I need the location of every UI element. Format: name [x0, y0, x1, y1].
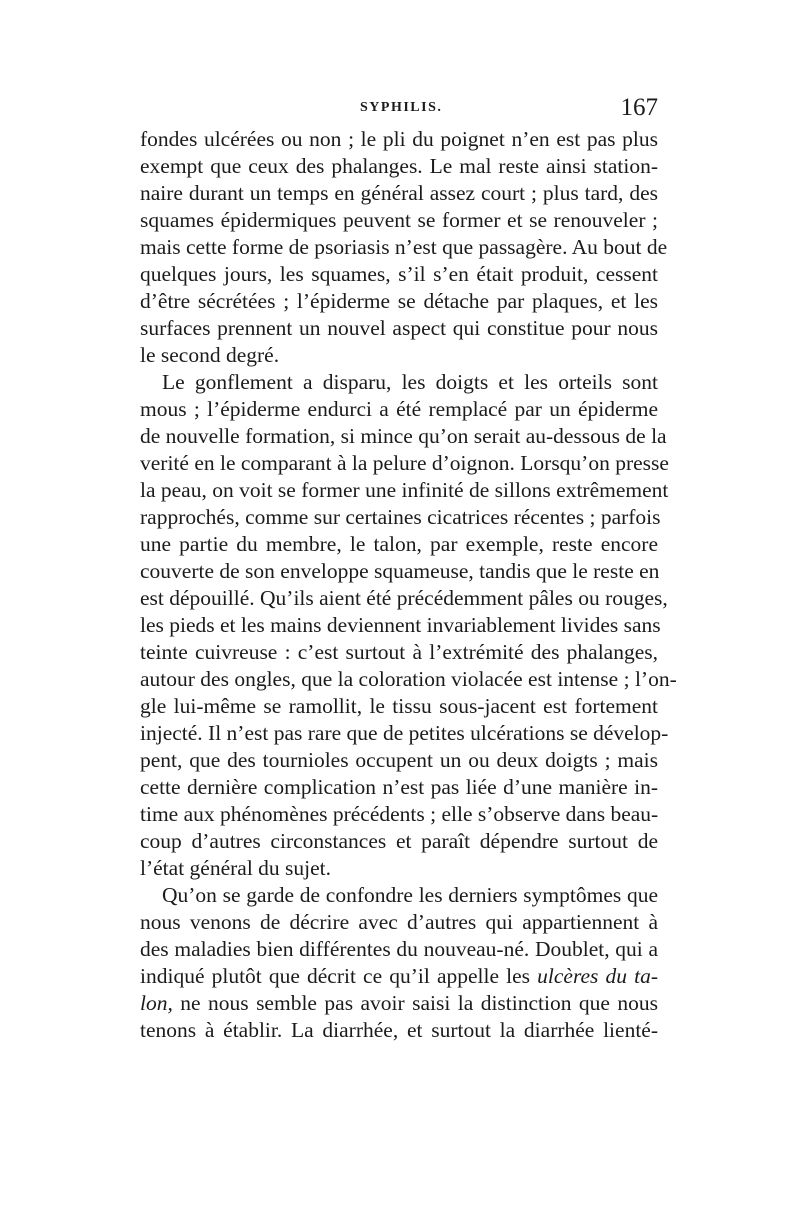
text-line: autour des ongles, que la coloration violacée est intense ; l’on- — [140, 667, 677, 691]
page-number: 167 — [620, 94, 658, 121]
text-line: mous ; l’épiderme endurci a été remplacé par un épiderme — [140, 397, 658, 421]
text-line: rapprochés, comme sur certaines cicatrices récentes ; parfois — [140, 505, 661, 529]
text-fragment: indiqué plutôt que décrit ce qu’il appelle les — [140, 964, 531, 988]
text-line: nous venons de décrire avec d’autres qui appartiennent à — [140, 910, 658, 934]
text-line: verité en le comparant à la pelure d’oignon. Lorsqu’on presse — [140, 451, 669, 475]
text-line: cette dernière complication n’est pas liée d’une manière in- — [140, 775, 658, 799]
text-fragment: ne nous semble pas avoir saisi la distinction que nous — [180, 991, 658, 1015]
text-line: est dépouillé. Qu’ils aient été précédemment pâles ou rouges, — [140, 586, 668, 610]
text-line: gle lui-même se ramollit, le tissu sous-jacent est fortement — [140, 694, 658, 718]
text-line: injecté. Il n’est pas rare que de petites ulcérations se dévelop- — [140, 721, 669, 745]
text-line: teinte cuivreuse : c’est surtout à l’extrémité des phalanges, — [140, 640, 658, 664]
text-line-with-emphasis — [140, 963, 658, 990]
text-line: tenons à établir. La diarrhée, et surtout la diarrhée lienté- — [140, 1018, 658, 1042]
text-line: le second degré. — [140, 343, 280, 367]
text-line: naire durant un temps en général assez court ; plus tard, des — [140, 181, 658, 205]
text-line: quelques jours, les squames, s’il s’en était produit, cessent — [140, 262, 658, 286]
paragraph-first-line: Le gonflement a disparu, les doigts et les orteils sont — [162, 370, 658, 394]
text-line: d’être sécrétées ; l’épiderme se détache par plaques, et les — [140, 289, 658, 313]
text-line: la peau, on voit se former une infinité de sillons extrêmement — [140, 478, 669, 502]
text-line: squames épidermiques peuvent se former et se renouveler ; — [140, 208, 658, 232]
text-line: surfaces prennent un nouvel aspect qui constitue pour nous — [140, 316, 658, 340]
text-line: fondes ulcérées ou non ; le pli du poignet n’en est pas plus — [140, 127, 658, 151]
emphasis-text: lon, — [140, 991, 173, 1015]
paragraph-first-line: Qu’on se garde de confondre les derniers symptômes que — [162, 883, 658, 907]
text-line: couverte de son enveloppe squameuse, tandis que le reste en — [140, 559, 660, 583]
text-line: de nouvelle formation, si mince qu’on serait au-dessous de la — [140, 424, 667, 448]
text-line: une partie du membre, le talon, par exemple, reste encore — [140, 532, 658, 556]
text-line: les pieds et les mains deviennent invariablement livides sans — [140, 613, 661, 637]
text-line: exempt que ceux des phalanges. Le mal reste ainsi station- — [140, 154, 658, 178]
text-line: mais cette forme de psoriasis n’est que passagère. Au bout de — [140, 235, 668, 259]
text-line: des maladies bien différentes du nouveau-né. Doublet, qui a — [140, 937, 658, 961]
text-line: coup d’autres circonstances et paraît dépendre surtout de — [140, 829, 658, 853]
text-line-with-emphasis — [140, 990, 658, 1017]
text-line: pent, que des tournioles occupent un ou deux doigts ; mais — [140, 748, 658, 772]
emphasis-text: ulcères du ta- — [537, 964, 659, 988]
running-head — [140, 96, 658, 124]
text-line: time aux phénomènes précédents ; elle s’observe dans beau- — [140, 802, 659, 826]
running-title: SYPHILIS. — [360, 100, 443, 115]
text-line: l’état général du sujet. — [140, 856, 332, 880]
body-text — [140, 126, 677, 1044]
